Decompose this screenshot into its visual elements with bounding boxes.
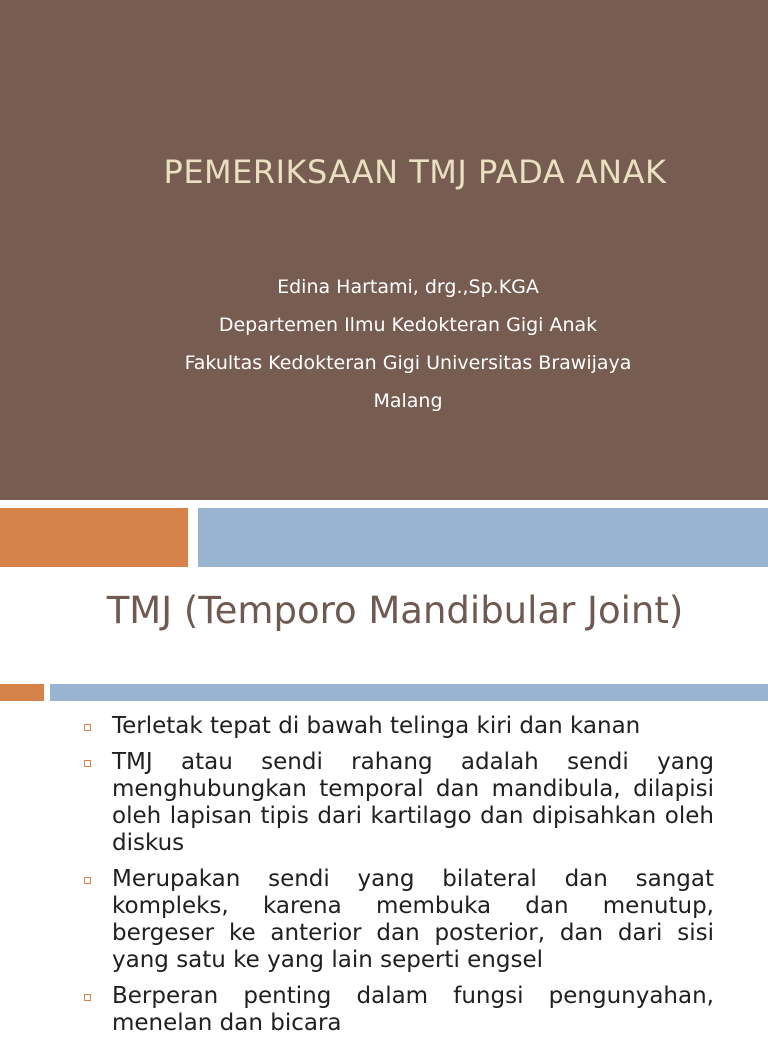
- orange-accent-bar: [0, 508, 188, 567]
- square-bullet-icon: [84, 760, 91, 767]
- author-line: Edina Hartami, drg.,Sp.KGA: [277, 276, 539, 298]
- square-bullet-icon: [84, 724, 91, 731]
- city-line: Malang: [373, 390, 443, 412]
- blue-accent-bar: [198, 508, 768, 567]
- slide-title: PEMERIKSAAN TMJ PADA ANAK: [163, 153, 667, 191]
- bullet-text: TMJ atau sendi rahang adalah sendi yang menghubungkan temporal dan mandibula, dilapisi oleh lapisan tipis dari kartilago dan dipisahkan oleh diskus: [112, 749, 714, 856]
- square-bullet-icon: [84, 877, 91, 884]
- blue-divider-bar: [50, 684, 768, 701]
- bullet-item: [82, 749, 714, 857]
- bullet-item: [82, 713, 714, 740]
- bullet-item: [82, 866, 714, 974]
- bullet-list: [82, 713, 714, 1046]
- square-bullet-icon: [84, 994, 91, 1001]
- title-slide: [0, 0, 768, 500]
- faculty-line: Fakultas Kedokteran Gigi Universitas Brawijaya: [184, 352, 632, 374]
- bullet-item: [82, 983, 714, 1037]
- bullet-text: Berperan penting dalam fungsi pengunyahan, menelan dan bicara: [112, 983, 714, 1036]
- slide-subtitle: [80, 268, 736, 420]
- department-line: Departemen Ilmu Kedokteran Gigi Anak: [218, 314, 598, 336]
- bullet-text: Merupakan sendi yang bilateral dan sangat kompleks, karena membuka dan menutup, bergeser ke anterior dan posterior, dan dari sisi yang satu ke yang lain seperti engsel: [112, 866, 714, 973]
- orange-divider-bar: [0, 684, 44, 701]
- content-slide-title: TMJ (Temporo Mandibular Joint): [106, 589, 684, 632]
- bullet-text: Terletak tepat di bawah telinga kiri dan kanan: [112, 713, 641, 739]
